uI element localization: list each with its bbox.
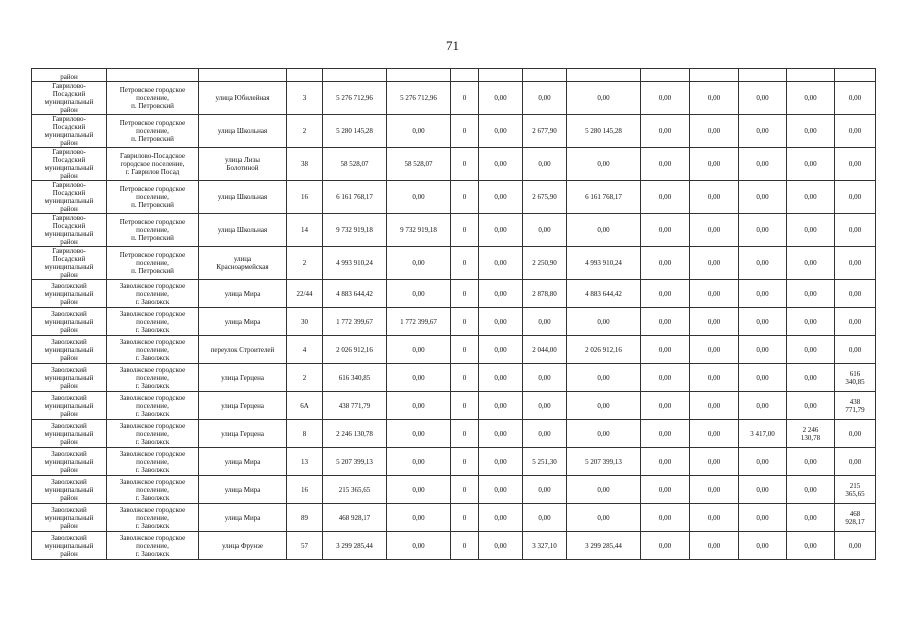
area-cell: 0,00 [523,504,567,532]
house-number-cell: 2 [287,364,323,392]
total-cost-cell: 5 276 712,96 [323,82,387,115]
amount-cell: 5 207 399,13 [567,448,641,476]
table-row [32,532,876,560]
total-cost-cell: 5 207 399,13 [323,448,387,476]
total-cost-cell: 616 340,85 [323,364,387,392]
street-cell: переулок Строителей [199,336,287,364]
amount-cell: 0,00 [739,504,787,532]
amount-cell: 3 299 285,44 [567,532,641,560]
amount-cell: 0,00 [479,448,523,476]
amount-cell: 0 [451,115,479,148]
house-number-cell: 22/44 [287,280,323,308]
amount-cell: 438 771,79 [835,392,876,420]
house-number-cell: 57 [287,532,323,560]
district-cell: район [32,69,107,82]
amount-cell: 0,00 [641,364,690,392]
district-cell: Гаврилово- Посадский муниципальный район [32,148,107,181]
amount-cell: 0,00 [641,448,690,476]
amount-cell: 0,00 [835,148,876,181]
street-cell: улица Мира [199,504,287,532]
amount-cell: 0,00 [567,148,641,181]
total-cost-cell: 58 528,07 [323,148,387,181]
amount-cell: 0,00 [690,247,739,280]
street-cell: улица Герцена [199,364,287,392]
settlement-cell: Петровское городское поселение, п. Петровский [107,214,199,247]
table-row [32,82,876,115]
amount-cell: 0,00 [567,504,641,532]
amount-cell: 0,00 [641,280,690,308]
settlement-cell: Заволжское городское поселение, г. Заволжск [107,448,199,476]
street-cell: улица Лизы Болотиной [199,148,287,181]
settlement-cell: Заволжское городское поселение, г. Заволжск [107,336,199,364]
settlement-cell: Заволжское городское поселение, г. Заволжск [107,420,199,448]
amount-cell: 0,00 [387,476,451,504]
settlement-cell: Гаврилово-Посадское городское поселение, г. Гаврилов Посад [107,148,199,181]
area-cell: 0,00 [523,214,567,247]
amount-cell: 0,00 [690,280,739,308]
amount-cell: 0,00 [567,392,641,420]
amount-cell: 0,00 [739,336,787,364]
amount-cell: 0,00 [690,532,739,560]
street-cell: улица Школьная [199,181,287,214]
street-cell: улица Герцена [199,420,287,448]
amount-cell: 0,00 [835,214,876,247]
amount-cell: 0,00 [641,214,690,247]
amount-cell: 0,00 [739,247,787,280]
street-cell: улица Мира [199,476,287,504]
amount-cell: 0,00 [739,148,787,181]
area-cell: 0,00 [523,476,567,504]
district-cell: Гаврилово- Посадский муниципальный район [32,82,107,115]
district-cell: Заволжский муниципальный район [32,280,107,308]
district-cell: Гаврилово- Посадский муниципальный район [32,115,107,148]
amount-cell: 468 928,17 [835,504,876,532]
house-number-cell: 6А [287,392,323,420]
amount-cell: 0,00 [739,532,787,560]
table-row [32,280,876,308]
table-row [32,392,876,420]
settlement-cell: Петровское городское поселение, п. Петровский [107,247,199,280]
amount-cell: 0,00 [787,448,835,476]
district-cell: Заволжский муниципальный район [32,532,107,560]
district-cell: Заволжский муниципальный район [32,504,107,532]
total-cost-cell: 4 993 910,24 [323,247,387,280]
amount-cell: 0,00 [641,420,690,448]
amount-cell: 0,00 [787,280,835,308]
amount-cell: 3 417,00 [739,420,787,448]
amount-cell: 0,00 [739,115,787,148]
table-row [32,69,876,82]
settlement-cell: Заволжское городское поселение, г. Заволжск [107,532,199,560]
amount-cell: 0,00 [739,280,787,308]
amount-cell: 0,00 [739,448,787,476]
amount-cell: 0 [451,392,479,420]
area-cell: 0,00 [523,364,567,392]
table-row [32,504,876,532]
street-cell: улица Школьная [199,214,287,247]
amount-cell: 0,00 [739,392,787,420]
amount-cell: 0,00 [641,392,690,420]
amount-cell: 0 [451,504,479,532]
amount-cell: 0,00 [479,364,523,392]
amount-cell: 0,00 [387,504,451,532]
amount-cell: 0 [451,247,479,280]
data-table [31,68,876,560]
amount-cell: 0,00 [739,181,787,214]
amount-cell: 9 732 919,18 [387,214,451,247]
amount-cell: 0,00 [387,181,451,214]
amount-cell: 0,00 [787,308,835,336]
amount-cell: 0 [451,280,479,308]
amount-cell: 0,00 [690,308,739,336]
area-cell: 0,00 [523,148,567,181]
amount-cell: 0,00 [479,420,523,448]
amount-cell: 0,00 [567,214,641,247]
amount-cell: 0,00 [641,115,690,148]
amount-cell: 0,00 [787,364,835,392]
amount-cell: 215 365,65 [835,476,876,504]
total-cost-cell: 215 365,65 [323,476,387,504]
area-cell: 5 251,30 [523,448,567,476]
amount-cell: 0,00 [787,504,835,532]
amount-cell: 0,00 [387,392,451,420]
amount-cell: 0,00 [835,308,876,336]
amount-cell: 0,00 [641,476,690,504]
amount-cell: 0,00 [835,181,876,214]
amount-cell: 0,00 [641,308,690,336]
settlement-cell: Заволжское городское поселение, г. Заволжск [107,364,199,392]
district-cell: Заволжский муниципальный район [32,476,107,504]
total-cost-cell: 3 299 285,44 [323,532,387,560]
table-row [32,308,876,336]
settlement-cell: Петровское городское поселение, п. Петровский [107,82,199,115]
amount-cell: 0,00 [835,448,876,476]
amount-cell: 0,00 [479,392,523,420]
area-cell: 3 327,10 [523,532,567,560]
amount-cell: 0,00 [835,115,876,148]
amount-cell: 0,00 [567,82,641,115]
amount-cell: 0,00 [479,148,523,181]
area-cell: 2 044,00 [523,336,567,364]
street-cell: улица Мира [199,448,287,476]
amount-cell: 0,00 [387,532,451,560]
amount-cell: 0 [451,364,479,392]
amount-cell: 0,00 [739,82,787,115]
table-row [32,336,876,364]
amount-cell: 0,00 [835,82,876,115]
settlement-cell: Заволжское городское поселение, г. Заволжск [107,308,199,336]
house-number-cell: 4 [287,336,323,364]
table-row [32,448,876,476]
amount-cell: 0,00 [690,82,739,115]
amount-cell: 0 [451,476,479,504]
house-number-cell: 30 [287,308,323,336]
amount-cell: 0,00 [739,476,787,504]
amount-cell: 6 161 768,17 [567,181,641,214]
amount-cell: 0 [451,148,479,181]
amount-cell: 2 246 130,78 [787,420,835,448]
table-row [32,476,876,504]
amount-cell: 0,00 [479,214,523,247]
amount-cell: 0,00 [479,532,523,560]
street-cell: улица Мира [199,308,287,336]
amount-cell: 0,00 [787,336,835,364]
amount-cell: 0,00 [739,214,787,247]
amount-cell: 0,00 [787,115,835,148]
street-cell: улица Школьная [199,115,287,148]
amount-cell: 0,00 [567,420,641,448]
amount-cell: 0,00 [387,115,451,148]
amount-cell: 0,00 [479,247,523,280]
amount-cell: 0,00 [479,280,523,308]
amount-cell: 0 [451,82,479,115]
settlement-cell: Петровское городское поселение, п. Петровский [107,115,199,148]
area-cell: 2 677,90 [523,115,567,148]
settlement-cell: Заволжское городское поселение, г. Заволжск [107,280,199,308]
district-cell: Заволжский муниципальный район [32,364,107,392]
amount-cell: 4 993 910,24 [567,247,641,280]
house-number-cell: 14 [287,214,323,247]
page-number: 71 [446,38,459,53]
amount-cell: 0,00 [690,148,739,181]
amount-cell: 0,00 [641,148,690,181]
amount-cell: 0,00 [787,214,835,247]
amount-cell: 0,00 [690,181,739,214]
amount-cell: 0,00 [567,476,641,504]
house-number-cell: 16 [287,476,323,504]
table-row [32,115,876,148]
amount-cell: 0,00 [835,336,876,364]
amount-cell: 0,00 [479,336,523,364]
district-cell: Гаврилово- Посадский муниципальный район [32,181,107,214]
house-number-cell: 2 [287,247,323,280]
amount-cell: 5 276 712,96 [387,82,451,115]
amount-cell: 0 [451,448,479,476]
amount-cell: 0,00 [387,280,451,308]
amount-cell: 0,00 [387,448,451,476]
district-cell: Заволжский муниципальный район [32,392,107,420]
total-cost-cell: 468 928,17 [323,504,387,532]
amount-cell: 0,00 [787,532,835,560]
house-number-cell: 2 [287,115,323,148]
amount-cell: 0,00 [690,214,739,247]
amount-cell: 0,00 [387,336,451,364]
amount-cell: 4 883 644,42 [567,280,641,308]
area-cell: 2 250,90 [523,247,567,280]
street-cell: улица Фрунзе [199,532,287,560]
amount-cell: 0 [451,308,479,336]
amount-cell: 0,00 [641,532,690,560]
area-cell: 0,00 [523,392,567,420]
house-number-cell: 16 [287,181,323,214]
amount-cell: 0,00 [787,82,835,115]
amount-cell: 0,00 [690,392,739,420]
amount-cell: 0,00 [479,308,523,336]
amount-cell: 0,00 [567,364,641,392]
district-cell: Заволжский муниципальный район [32,308,107,336]
amount-cell: 0,00 [835,280,876,308]
table-row [32,420,876,448]
amount-cell: 0,00 [835,247,876,280]
amount-cell: 0 [451,532,479,560]
amount-cell: 0,00 [787,247,835,280]
area-cell: 0,00 [523,420,567,448]
total-cost-cell: 438 771,79 [323,392,387,420]
amount-cell: 0,00 [690,420,739,448]
street-cell: улица Мира [199,280,287,308]
settlement-cell: Петровское городское поселение, п. Петровский [107,181,199,214]
amount-cell: 0,00 [479,504,523,532]
amount-cell: 0,00 [835,532,876,560]
table-row [32,364,876,392]
amount-cell: 0 [451,181,479,214]
total-cost-cell: 2 026 912,16 [323,336,387,364]
amount-cell: 58 528,07 [387,148,451,181]
total-cost-cell: 2 246 130,78 [323,420,387,448]
amount-cell: 0,00 [690,448,739,476]
area-cell: 2 675,90 [523,181,567,214]
amount-cell: 616 340,85 [835,364,876,392]
amount-cell: 0,00 [479,476,523,504]
amount-cell: 0,00 [835,420,876,448]
amount-cell: 0 [451,336,479,364]
area-cell: 0,00 [523,82,567,115]
amount-cell: 0,00 [387,420,451,448]
amount-cell: 0,00 [479,82,523,115]
street-cell: улица Герцена [199,392,287,420]
amount-cell: 0,00 [690,336,739,364]
house-number-cell: 89 [287,504,323,532]
total-cost-cell: 1 772 399,67 [323,308,387,336]
amount-cell: 0,00 [787,181,835,214]
area-cell: 0,00 [523,308,567,336]
street-cell: улица Юбилейная [199,82,287,115]
settlement-cell: Заволжское городское поселение, г. Заволжск [107,392,199,420]
district-cell: Гаврилово- Посадский муниципальный район [32,214,107,247]
amount-cell: 1 772 399,67 [387,308,451,336]
amount-cell: 0,00 [690,364,739,392]
amount-cell: 0,00 [787,148,835,181]
amount-cell: 0,00 [567,308,641,336]
settlement-cell: Заволжское городское поселение, г. Заволжск [107,476,199,504]
amount-cell: 0,00 [690,115,739,148]
area-cell: 2 878,80 [523,280,567,308]
amount-cell: 0,00 [739,308,787,336]
amount-cell: 0,00 [641,247,690,280]
district-cell: Заволжский муниципальный район [32,336,107,364]
amount-cell: 0,00 [641,504,690,532]
amount-cell: 0 [451,420,479,448]
total-cost-cell: 9 732 919,18 [323,214,387,247]
amount-cell: 0,00 [690,476,739,504]
amount-cell: 0,00 [479,115,523,148]
total-cost-cell: 4 883 644,42 [323,280,387,308]
amount-cell: 0,00 [739,364,787,392]
house-number-cell: 38 [287,148,323,181]
total-cost-cell: 5 280 145,28 [323,115,387,148]
total-cost-cell: 6 161 768,17 [323,181,387,214]
district-cell: Гаврилово- Посадский муниципальный район [32,247,107,280]
amount-cell: 5 280 145,28 [567,115,641,148]
amount-cell: 0,00 [690,504,739,532]
amount-cell: 0,00 [641,336,690,364]
amount-cell: 2 026 912,16 [567,336,641,364]
district-cell: Заволжский муниципальный район [32,420,107,448]
amount-cell: 0,00 [641,181,690,214]
amount-cell: 0,00 [479,181,523,214]
amount-cell: 0,00 [787,392,835,420]
district-cell: Заволжский муниципальный район [32,448,107,476]
table-row [32,148,876,181]
table-row [32,214,876,247]
settlement-cell: Заволжское городское поселение, г. Заволжск [107,504,199,532]
amount-cell: 0,00 [641,82,690,115]
house-number-cell: 8 [287,420,323,448]
amount-cell: 0,00 [387,364,451,392]
table-row [32,247,876,280]
street-cell: улица Красноармейская [199,247,287,280]
amount-cell: 0 [451,214,479,247]
house-number-cell: 13 [287,448,323,476]
house-number-cell: 3 [287,82,323,115]
amount-cell: 0,00 [387,247,451,280]
table-row [32,181,876,214]
amount-cell: 0,00 [787,476,835,504]
